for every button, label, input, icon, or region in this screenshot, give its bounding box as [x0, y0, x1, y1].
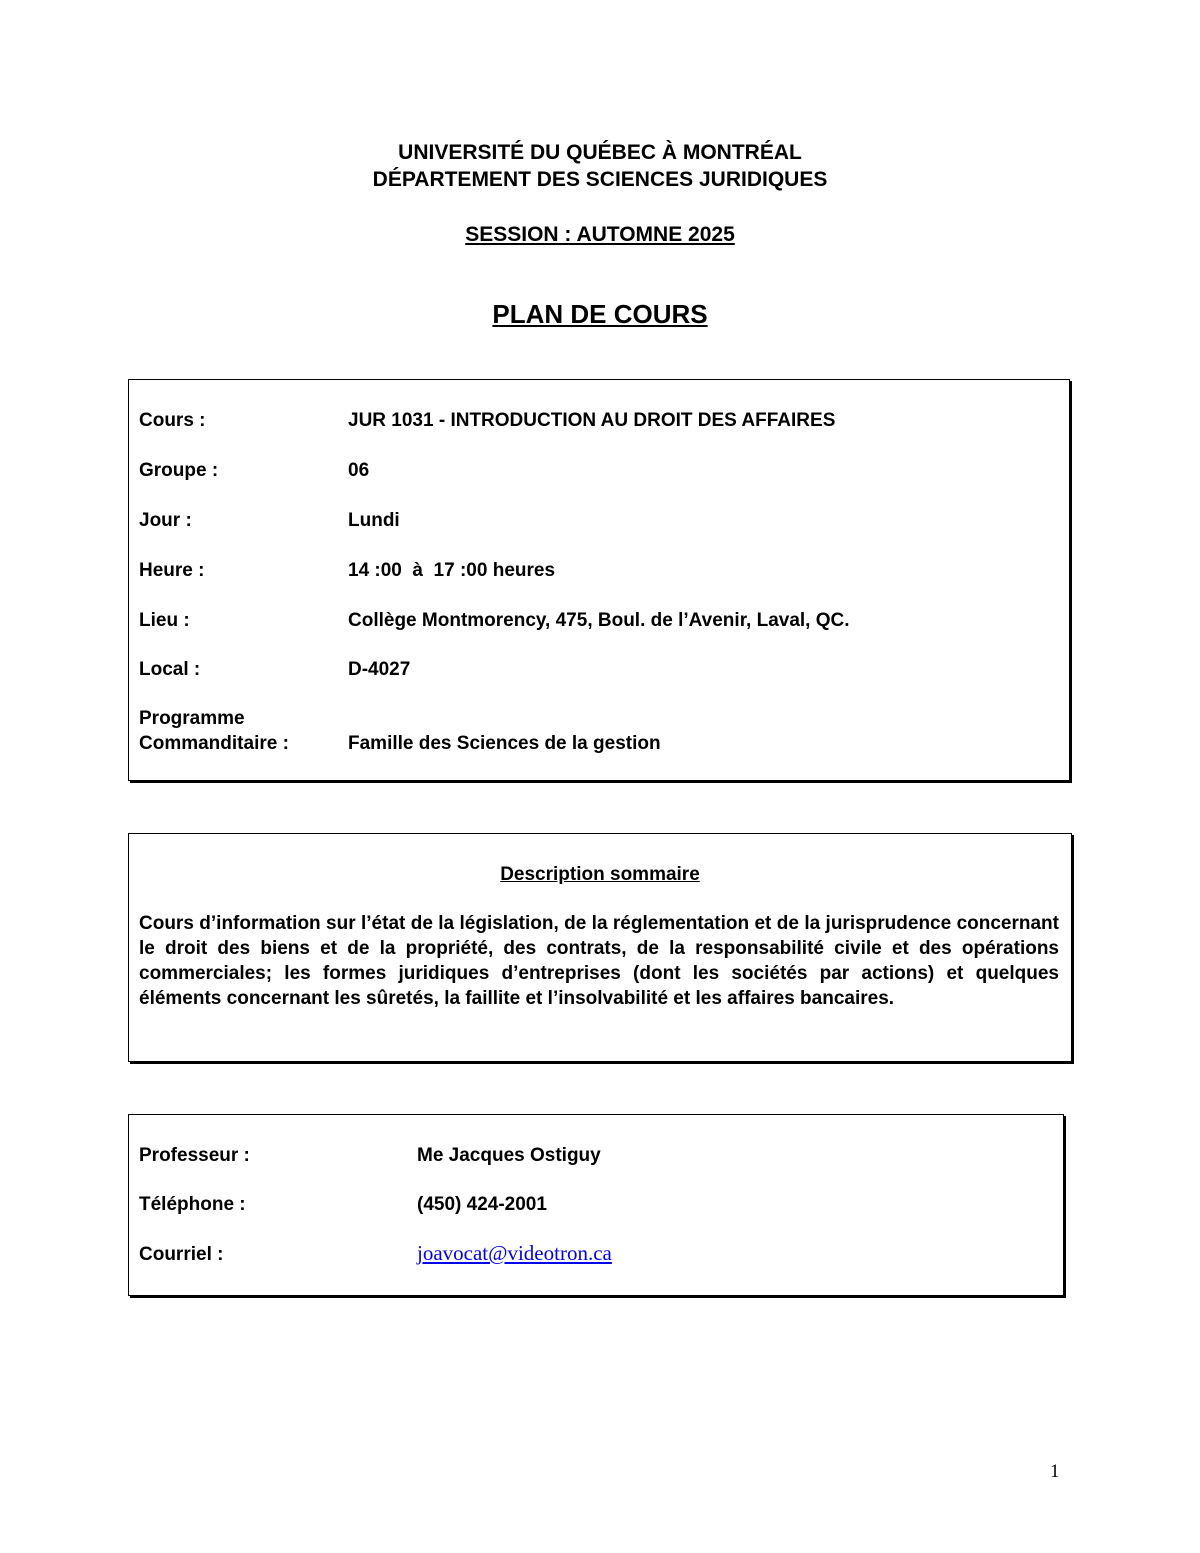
jour-label: Jour : — [139, 510, 192, 531]
telephone-value: (450) 424-2001 — [417, 1194, 547, 1215]
telephone-label: Téléphone : — [139, 1194, 246, 1215]
heure-label: Heure : — [139, 560, 205, 581]
professor-value: Me Jacques Ostiguy — [417, 1145, 601, 1166]
local-label: Local : — [139, 659, 201, 680]
page-number: 1 — [1050, 1461, 1060, 1482]
university-name: UNIVERSITÉ DU QUÉBEC À MONTRÉAL — [398, 141, 802, 164]
jour-value: Lundi — [348, 510, 400, 531]
professor-label: Professeur : — [139, 1145, 250, 1166]
local-value: D-4027 — [348, 659, 411, 680]
groupe-value: 06 — [348, 460, 370, 481]
session-heading — [0, 222, 1200, 248]
email-link[interactable]: joavocat@videotron.ca — [417, 1241, 612, 1265]
lieu-label: Lieu : — [139, 610, 190, 631]
cours-value: JUR 1031 - INTRODUCTION AU DROIT DES AFFAIRES — [348, 410, 836, 431]
lieu-value: Collège Montmorency, 475, Boul. de l’Avenir, Laval, QC. — [348, 610, 850, 631]
page-title — [0, 298, 1200, 330]
programme-value: Famille des Sciences de la gestion — [348, 733, 661, 754]
description-box — [128, 833, 1072, 1062]
department-name: DÉPARTEMENT DES SCIENCES JURIDIQUES — [372, 168, 828, 191]
page-title-text: PLAN DE COURS — [492, 299, 708, 329]
professor-box — [128, 1114, 1064, 1296]
description-body: Cours d’information sur l’état de la législation, de la réglementation et de la jurisprudence concernant le droit des biens et de la propriété, des contrats, de la responsabilité civile et des opérations commerciales; les formes juridiques d’entreprises (dont les sociétés par actions) et quelques éléments concernant les sûretés, la faillite et l’insolvabilité et les affaires bancaires. — [139, 913, 1059, 1009]
session-text: SESSION : AUTOMNE 2025 — [465, 223, 735, 246]
programme-label-line2: Commanditaire : — [139, 733, 289, 754]
groupe-label: Groupe : — [139, 460, 219, 481]
heure-value: 14 :00 à 17 :00 heures — [348, 560, 556, 581]
email-label: Courriel : — [139, 1244, 224, 1265]
cours-label: Cours : — [139, 410, 206, 431]
programme-label-line1: Programme — [139, 708, 245, 729]
course-info-box — [128, 379, 1070, 781]
description-title: Description sommaire — [500, 864, 700, 885]
